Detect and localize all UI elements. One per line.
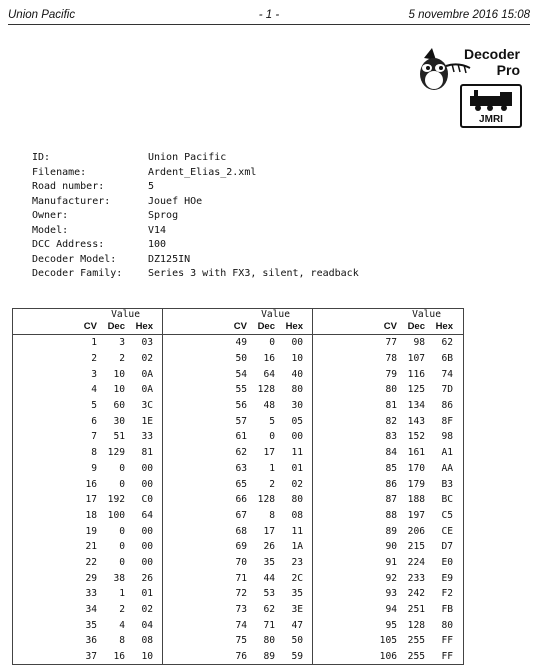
dec-value: 53 <box>263 588 275 600</box>
print-date: 5 novembre 2016 15:08 <box>408 9 530 21</box>
hex-value: 33 <box>141 431 153 443</box>
dec-value: 0 <box>269 337 275 349</box>
cv-number: 66 <box>235 494 247 506</box>
cv-number: 106 <box>379 651 397 663</box>
table-row <box>313 398 463 414</box>
cv-number: 68 <box>235 525 247 537</box>
table-row <box>313 429 463 445</box>
cv-number: 56 <box>235 400 247 412</box>
table-row <box>13 649 162 665</box>
table-row <box>313 633 463 649</box>
dec-value: 64 <box>263 368 275 380</box>
dec-value: 60 <box>113 400 125 412</box>
column-headers <box>313 321 463 335</box>
table-row <box>13 617 162 633</box>
cv-number: 34 <box>85 604 97 616</box>
table-row <box>313 555 463 571</box>
dec-value: 1 <box>269 462 275 474</box>
table-row <box>163 382 312 398</box>
table-row <box>163 335 312 351</box>
cv-number: 33 <box>85 588 97 600</box>
hex-value: 26 <box>141 572 153 584</box>
cv-number: 81 <box>385 400 397 412</box>
cv-number: 63 <box>235 462 247 474</box>
table-row <box>13 586 162 602</box>
table-row <box>163 633 312 649</box>
hex-value: AA <box>441 462 453 474</box>
hex-value: 74 <box>441 368 453 380</box>
hex-value: 62 <box>441 337 453 349</box>
table-row <box>163 570 312 586</box>
hex-value: 40 <box>291 368 303 380</box>
dec-value: 80 <box>263 635 275 647</box>
table-row <box>313 539 463 555</box>
hex-value: 10 <box>291 353 303 365</box>
dec-value: 16 <box>113 651 125 663</box>
table-row <box>13 523 162 539</box>
hex-value: FF <box>441 651 453 663</box>
hex-header: Hex <box>135 321 153 332</box>
cv-number: 85 <box>385 462 397 474</box>
table-row <box>13 413 162 429</box>
dec-value: 5 <box>269 415 275 427</box>
cv-number: 86 <box>385 478 397 490</box>
dec-value: 62 <box>263 604 275 616</box>
cv-number: 35 <box>85 619 97 631</box>
table-row <box>313 382 463 398</box>
hex-value: 80 <box>441 619 453 631</box>
cv-number: 17 <box>85 494 97 506</box>
hex-value: A1 <box>441 447 453 459</box>
hex-value: 2C <box>291 572 303 584</box>
dec-value: 192 <box>107 494 125 506</box>
hex-value: FF <box>441 635 453 647</box>
hex-value: E9 <box>441 572 453 584</box>
cv-number: 76 <box>235 651 247 663</box>
cv-number: 91 <box>385 556 397 568</box>
hex-value: C5 <box>441 509 453 521</box>
hex-value: 01 <box>291 462 303 474</box>
page-number: - 1 - <box>258 9 280 21</box>
table-row <box>313 445 463 461</box>
cv-column <box>163 309 313 664</box>
cv-number: 88 <box>385 509 397 521</box>
column-headers <box>163 321 312 335</box>
dec-value: 51 <box>113 431 125 443</box>
hex-value: C0 <box>141 494 153 506</box>
table-row <box>163 461 312 477</box>
table-row <box>163 586 312 602</box>
table-row <box>163 649 312 665</box>
info-row: Model: V14 <box>32 224 167 236</box>
cv-number: 93 <box>385 588 397 600</box>
hex-value: 04 <box>141 619 153 631</box>
hex-value: D7 <box>441 541 453 553</box>
info-row: DCC Address: 100 <box>32 239 167 250</box>
dec-value: 128 <box>257 494 275 506</box>
table-row <box>13 382 162 398</box>
hex-value: 00 <box>141 525 153 537</box>
cv-number: 92 <box>385 572 397 584</box>
cv-number: 5 <box>91 400 97 412</box>
dec-value: 0 <box>119 462 125 474</box>
table-row <box>313 366 463 382</box>
dec-value: 215 <box>407 541 425 553</box>
hex-value: E0 <box>441 556 453 568</box>
hex-value: 01 <box>141 588 153 600</box>
table-row <box>13 445 162 461</box>
table-row <box>313 351 463 367</box>
hex-value: 00 <box>141 478 153 490</box>
table-row <box>313 335 463 351</box>
hex-value: CE <box>441 525 453 537</box>
dec-value: 98 <box>413 337 425 349</box>
cv-number: 65 <box>235 478 247 490</box>
cv-number: 6 <box>91 415 97 427</box>
cv-number: 80 <box>385 384 397 396</box>
dec-value: 30 <box>113 415 125 427</box>
dec-value: 44 <box>263 572 275 584</box>
cv-number: 82 <box>385 415 397 427</box>
dec-value: 129 <box>107 447 125 459</box>
cv-number: 2 <box>91 353 97 365</box>
dec-value: 26 <box>263 541 275 553</box>
table-row <box>163 602 312 618</box>
table-row <box>13 398 162 414</box>
locomotive-icon <box>464 88 518 112</box>
hex-value: 00 <box>141 541 153 553</box>
table-row <box>13 335 162 351</box>
value-header: Value <box>412 309 441 320</box>
dec-value: 2 <box>119 604 125 616</box>
info-row: Manufacturer: Jouef HOe <box>32 195 203 207</box>
table-row <box>163 523 312 539</box>
dec-value: 10 <box>113 384 125 396</box>
cv-number: 19 <box>85 525 97 537</box>
dec-value: 10 <box>113 368 125 380</box>
dec-header: Dec <box>107 321 125 332</box>
cv-number: 75 <box>235 635 247 647</box>
dec-value: 3 <box>119 337 125 349</box>
dec-header: Dec <box>257 321 275 332</box>
cv-number: 21 <box>85 541 97 553</box>
table-row <box>13 366 162 382</box>
hex-value: 0A <box>141 368 153 380</box>
table-row <box>13 461 162 477</box>
hex-value: 00 <box>141 462 153 474</box>
cv-number: 4 <box>91 384 97 396</box>
hex-value: 1A <box>291 541 303 553</box>
dec-value: 116 <box>407 368 425 380</box>
hex-value: 80 <box>291 384 303 396</box>
table-row <box>313 492 463 508</box>
dec-value: 143 <box>407 415 425 427</box>
table-row <box>313 508 463 524</box>
cv-number: 57 <box>235 415 247 427</box>
dec-value: 35 <box>263 556 275 568</box>
table-row <box>163 555 312 571</box>
value-header: Value <box>261 309 290 320</box>
dec-value: 100 <box>107 509 125 521</box>
info-row: Owner: Sprog <box>32 210 179 221</box>
hex-value: 86 <box>441 400 453 412</box>
table-row <box>313 476 463 492</box>
table-row <box>13 633 162 649</box>
dec-value: 2 <box>119 353 125 365</box>
cv-header: CV <box>83 321 97 332</box>
hex-value: 98 <box>441 431 453 443</box>
dec-value: 107 <box>407 353 425 365</box>
table-row <box>313 570 463 586</box>
dec-value: 255 <box>407 651 425 663</box>
dec-value: 251 <box>407 604 425 616</box>
cv-column <box>13 309 163 664</box>
cv-number: 69 <box>235 541 247 553</box>
decoder-info <box>32 152 359 283</box>
dec-value: 1 <box>119 588 125 600</box>
dec-value: 71 <box>263 619 275 631</box>
dec-value: 0 <box>119 556 125 568</box>
cv-number: 37 <box>85 651 97 663</box>
cv-number: 29 <box>85 572 97 584</box>
hex-value: 3E <box>291 604 303 616</box>
hex-value: 03 <box>141 337 153 349</box>
table-row <box>13 492 162 508</box>
table-row <box>313 649 463 665</box>
dec-value: 224 <box>407 556 425 568</box>
dec-header: Dec <box>407 321 425 332</box>
hex-value: 30 <box>291 400 303 412</box>
cv-number: 77 <box>385 337 397 349</box>
decoderpro-logo <box>412 40 528 130</box>
cv-number: 61 <box>235 431 247 443</box>
hex-value: 05 <box>291 415 303 427</box>
dec-value: 17 <box>263 447 275 459</box>
table-row <box>163 445 312 461</box>
hex-value: 8F <box>441 415 453 427</box>
dec-value: 38 <box>113 572 125 584</box>
table-row <box>313 523 463 539</box>
table-row <box>163 476 312 492</box>
hex-value: 59 <box>291 651 303 663</box>
cv-number: 84 <box>385 447 397 459</box>
jmri-badge: JMRI <box>460 84 522 128</box>
logo-text: Decoder Pro <box>463 46 520 78</box>
hex-value: 08 <box>141 635 153 647</box>
table-row <box>313 602 463 618</box>
dec-value: 89 <box>263 651 275 663</box>
cv-table <box>12 308 464 665</box>
hex-value: 02 <box>291 478 303 490</box>
dec-value: 188 <box>407 494 425 506</box>
cv-number: 71 <box>235 572 247 584</box>
table-row <box>163 351 312 367</box>
cv-number: 50 <box>235 353 247 365</box>
dec-value: 152 <box>407 431 425 443</box>
table-row <box>163 398 312 414</box>
dec-value: 255 <box>407 635 425 647</box>
table-row <box>313 586 463 602</box>
dec-value: 0 <box>119 525 125 537</box>
value-header: Value <box>111 309 140 320</box>
hex-value: 08 <box>291 509 303 521</box>
table-row <box>13 508 162 524</box>
dec-value: 128 <box>407 619 425 631</box>
dec-value: 8 <box>269 509 275 521</box>
info-row: Decoder Model: DZ125IN <box>32 253 191 265</box>
cv-header: CV <box>233 321 247 332</box>
dec-value: 0 <box>269 431 275 443</box>
dec-value: 17 <box>263 525 275 537</box>
cv-number: 55 <box>235 384 247 396</box>
cv-number: 1 <box>91 337 97 349</box>
dec-value: 134 <box>407 400 425 412</box>
dec-value: 125 <box>407 384 425 396</box>
cv-number: 87 <box>385 494 397 506</box>
dec-value: 170 <box>407 462 425 474</box>
dec-value: 8 <box>119 635 125 647</box>
hex-value: 23 <box>291 556 303 568</box>
hex-value: 3C <box>141 400 153 412</box>
dec-value: 0 <box>119 541 125 553</box>
hex-value: FB <box>441 604 453 616</box>
table-row <box>163 539 312 555</box>
table-row <box>313 413 463 429</box>
hex-value: 00 <box>291 337 303 349</box>
header-title: Union Pacific <box>8 9 76 21</box>
page-header <box>8 8 530 25</box>
dec-value: 197 <box>407 509 425 521</box>
hex-value: 50 <box>291 635 303 647</box>
hex-header: Hex <box>435 321 453 332</box>
table-row <box>13 476 162 492</box>
hex-value: 00 <box>291 431 303 443</box>
cv-number: 73 <box>235 604 247 616</box>
dec-value: 4 <box>119 619 125 631</box>
cv-number: 70 <box>235 556 247 568</box>
cv-number: 90 <box>385 541 397 553</box>
cv-number: 105 <box>379 635 397 647</box>
dec-value: 242 <box>407 588 425 600</box>
cv-number: 78 <box>385 353 397 365</box>
cv-number: 16 <box>85 478 97 490</box>
dec-value: 161 <box>407 447 425 459</box>
cv-number: 79 <box>385 368 397 380</box>
hex-value: 02 <box>141 353 153 365</box>
table-row <box>13 351 162 367</box>
info-row: Decoder Family: Series 3 with FX3, silent, readback <box>32 268 359 279</box>
hex-value: 6B <box>441 353 453 365</box>
hex-value: 35 <box>291 588 303 600</box>
cv-number: 8 <box>91 447 97 459</box>
cv-number: 18 <box>85 509 97 521</box>
cv-number: 54 <box>235 368 247 380</box>
table-row <box>163 366 312 382</box>
hex-value: 7D <box>441 384 453 396</box>
dec-value: 128 <box>257 384 275 396</box>
table-row <box>13 602 162 618</box>
hex-value: B3 <box>441 478 453 490</box>
table-row <box>163 413 312 429</box>
table-row <box>13 429 162 445</box>
table-row <box>163 617 312 633</box>
table-row <box>163 429 312 445</box>
table-row <box>13 539 162 555</box>
hex-value: 10 <box>141 651 153 663</box>
cv-number: 49 <box>235 337 247 349</box>
cv-number: 62 <box>235 447 247 459</box>
cv-number: 3 <box>91 368 97 380</box>
table-row <box>163 492 312 508</box>
hex-value: 81 <box>141 447 153 459</box>
cv-number: 74 <box>235 619 247 631</box>
hex-value: 02 <box>141 604 153 616</box>
cv-number: 36 <box>85 635 97 647</box>
hex-value: 0A <box>141 384 153 396</box>
hex-value: BC <box>441 494 453 506</box>
table-row <box>163 508 312 524</box>
cv-number: 22 <box>85 556 97 568</box>
column-headers <box>13 321 162 335</box>
hex-value: 11 <box>291 525 303 537</box>
table-row <box>13 570 162 586</box>
cv-number: 94 <box>385 604 397 616</box>
hex-value: 64 <box>141 509 153 521</box>
cv-number: 83 <box>385 431 397 443</box>
table-row <box>313 617 463 633</box>
hex-value: 1E <box>141 415 153 427</box>
info-row: Road number: 5 <box>32 181 155 192</box>
dec-value: 2 <box>269 478 275 490</box>
dec-value: 206 <box>407 525 425 537</box>
hex-value: 11 <box>291 447 303 459</box>
hex-value: 00 <box>141 556 153 568</box>
cv-number: 72 <box>235 588 247 600</box>
hex-value: 80 <box>291 494 303 506</box>
cv-header: CV <box>383 321 397 332</box>
cv-number: 9 <box>91 462 97 474</box>
dec-value: 233 <box>407 572 425 584</box>
cv-number: 67 <box>235 509 247 521</box>
hex-value: 47 <box>291 619 303 631</box>
hex-value: F2 <box>441 588 453 600</box>
table-row <box>313 461 463 477</box>
dec-value: 48 <box>263 400 275 412</box>
hex-header: Hex <box>285 321 303 332</box>
table-row <box>13 555 162 571</box>
cv-number: 95 <box>385 619 397 631</box>
info-row: Filename: Ardent_Elias_2.xml <box>32 166 257 178</box>
dec-value: 16 <box>263 353 275 365</box>
cv-number: 89 <box>385 525 397 537</box>
cv-column <box>313 309 463 664</box>
dec-value: 179 <box>407 478 425 490</box>
info-row: ID: Union Pacific <box>32 152 227 163</box>
dec-value: 0 <box>119 478 125 490</box>
cv-number: 7 <box>91 431 97 443</box>
